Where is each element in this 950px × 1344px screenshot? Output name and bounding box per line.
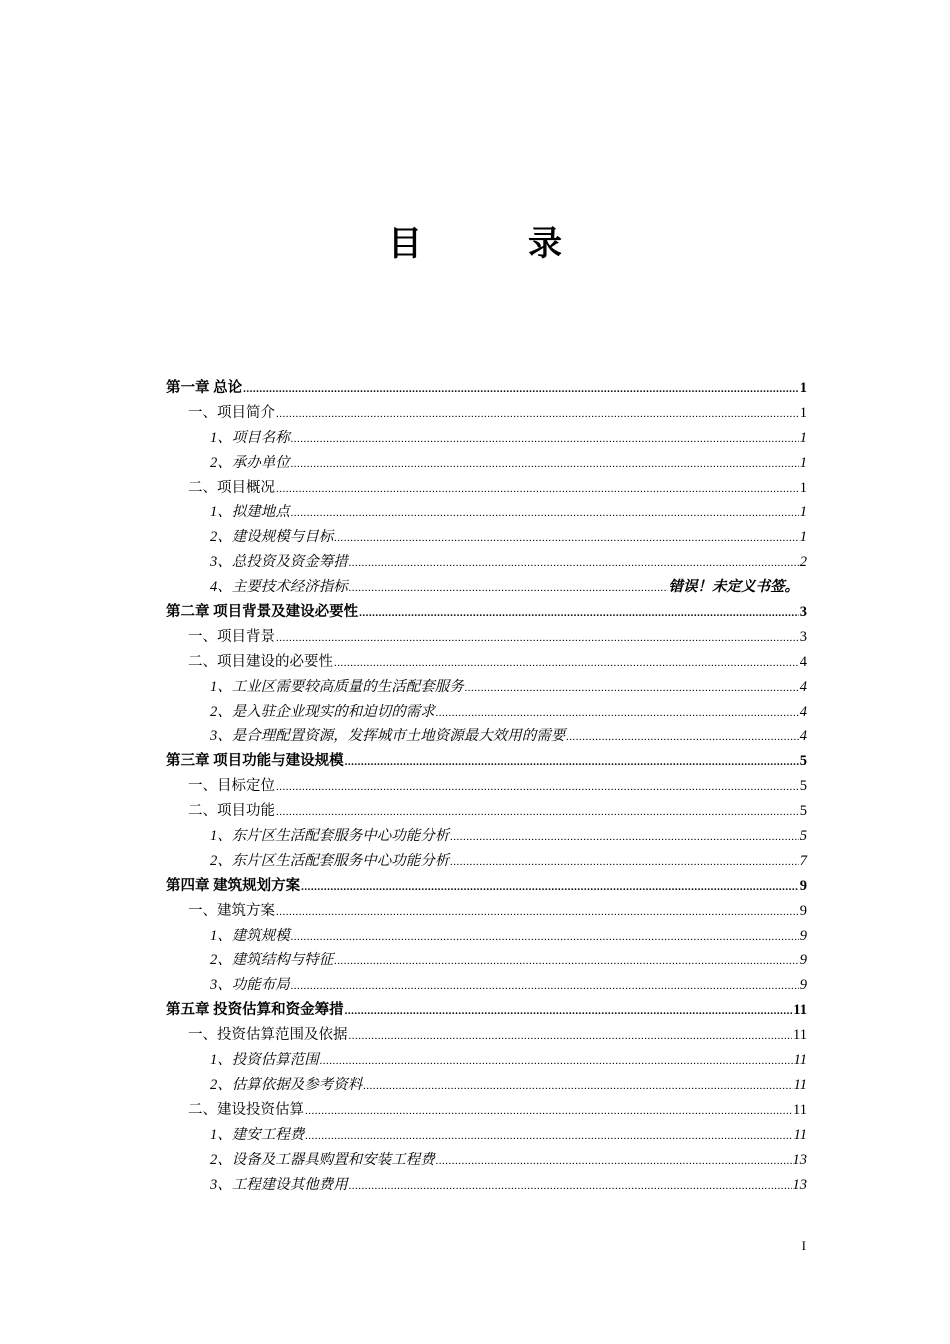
toc-entry-page: 3 xyxy=(799,604,807,621)
toc-entry[interactable] xyxy=(166,749,807,774)
toc-entry[interactable] xyxy=(166,1073,807,1098)
toc-entry-page: 9 xyxy=(799,877,807,894)
toc-leader-dots xyxy=(320,1049,793,1074)
toc-entry-page: 3 xyxy=(799,628,807,645)
toc-leader-dots xyxy=(465,676,799,701)
toc-leader-dots xyxy=(276,800,799,825)
toc-entry-page: 1 xyxy=(799,454,807,471)
toc-leader-dots xyxy=(436,701,799,726)
toc-entry-label: 一、项目简介 xyxy=(188,404,275,421)
toc-leader-dots xyxy=(566,725,799,750)
toc-entry-label: 3、总投资及资金筹措 xyxy=(210,554,348,571)
toc-entry[interactable] xyxy=(166,1023,807,1048)
toc-entry-label: 二、项目建设的必要性 xyxy=(188,653,333,670)
toc-entry-page: 5 xyxy=(799,778,807,795)
toc-leader-dots xyxy=(301,875,799,900)
toc-entry-page: 1 xyxy=(799,479,807,496)
toc-leader-dots xyxy=(276,626,799,651)
toc-entry-label: 第三章 项目功能与建设规模 xyxy=(166,753,344,770)
toc-leader-dots xyxy=(291,452,799,477)
toc-leader-dots xyxy=(334,949,799,974)
toc-leader-dots xyxy=(243,377,799,402)
toc-leader-dots xyxy=(359,601,799,626)
toc-entry[interactable] xyxy=(166,774,807,799)
toc-leader-dots xyxy=(345,999,793,1024)
toc-entry-label: 第二章 项目背景及建设必要性 xyxy=(166,604,359,621)
toc-entry-page: 5 xyxy=(799,753,807,770)
toc-entry[interactable] xyxy=(166,1098,807,1123)
toc-entry-page: 1 xyxy=(799,504,807,521)
toc-entry-label: 1、投资估算范围 xyxy=(210,1052,319,1069)
toc-entry-label: 2、是入驻企业现实的和迫切的需求 xyxy=(210,703,435,720)
toc-entry-label: 1、项目名称 xyxy=(210,429,290,446)
toc-leader-dots xyxy=(276,900,799,925)
toc-leader-dots xyxy=(334,526,799,551)
toc-entry-label: 1、工业区需要较高质量的生活配套服务 xyxy=(210,678,464,695)
toc-leader-dots xyxy=(349,576,668,601)
toc-entry-page: 1 xyxy=(799,404,807,421)
toc-entry[interactable] xyxy=(166,948,807,973)
toc-entry-page: 11 xyxy=(793,1002,807,1019)
toc-entry[interactable] xyxy=(166,575,807,600)
toc-entry-label: 2、建筑结构与特征 xyxy=(210,952,334,969)
toc-leader-dots xyxy=(291,427,799,452)
toc-entry[interactable] xyxy=(166,700,807,725)
toc-entry-page: 4 xyxy=(799,678,807,695)
toc-entry[interactable] xyxy=(166,1148,807,1173)
toc-entry-page: 13 xyxy=(792,1151,807,1168)
toc-leader-dots xyxy=(305,1124,792,1149)
toc-entry[interactable] xyxy=(166,799,807,824)
toc-entry[interactable] xyxy=(166,824,807,849)
toc-entry-page: 2 xyxy=(799,554,807,571)
toc-entry[interactable] xyxy=(166,1173,807,1198)
toc-entry-label: 4、主要技术经济指标 xyxy=(210,579,348,596)
toc-entry[interactable] xyxy=(166,550,807,575)
toc-entry[interactable] xyxy=(166,1048,807,1073)
toc-entry[interactable] xyxy=(166,899,807,924)
toc-entry-page: 11 xyxy=(793,1052,807,1069)
toc-entry-label: 第一章 总论 xyxy=(166,380,243,396)
toc-entry[interactable] xyxy=(166,849,807,874)
toc-entry[interactable] xyxy=(166,1123,807,1148)
toc-entry-label: 一、目标定位 xyxy=(188,778,275,795)
toc-leader-dots xyxy=(276,477,799,502)
toc-entry[interactable] xyxy=(166,650,807,675)
toc-entry[interactable] xyxy=(166,600,807,625)
toc-entry[interactable] xyxy=(166,426,807,451)
toc-leader-dots xyxy=(450,825,799,850)
toc-entry[interactable] xyxy=(166,625,807,650)
toc-entry[interactable] xyxy=(166,924,807,949)
toc-entry-label: 3、工程建设其他费用 xyxy=(210,1176,348,1193)
toc-leader-dots xyxy=(291,501,799,526)
toc-entry-error: 错误！未定义书签。 xyxy=(668,579,799,596)
toc-leader-dots xyxy=(349,551,799,576)
toc-entry-label: 2、建设规模与目标 xyxy=(210,529,334,546)
toc-entry-page: 1 xyxy=(799,429,807,446)
toc-entry-page: 4 xyxy=(799,728,807,745)
page-title: 目 录 xyxy=(388,224,598,264)
toc-leader-dots xyxy=(436,1149,792,1174)
toc-entry[interactable] xyxy=(166,675,807,700)
toc-entry[interactable] xyxy=(166,401,807,426)
toc-entry-page: 11 xyxy=(793,1126,807,1143)
toc-entry-page: 13 xyxy=(792,1176,807,1193)
toc-entry-page: 9 xyxy=(799,952,807,969)
toc-entry-page: 9 xyxy=(799,902,807,919)
toc-entry-label: 一、项目背景 xyxy=(188,628,275,645)
toc-entry-label: 2、东片区生活配套服务中心功能分析 xyxy=(210,852,450,869)
toc-entry-page: 1 xyxy=(799,529,807,546)
toc-entry[interactable] xyxy=(166,476,807,501)
toc-entry-label: 1、建安工程费 xyxy=(210,1126,305,1143)
toc-entry[interactable] xyxy=(166,998,807,1023)
toc-entry-page: 9 xyxy=(799,977,807,994)
toc-entry-page: 4 xyxy=(799,703,807,720)
toc-entry-label: 第五章 投资估算和资金筹措 xyxy=(166,1002,344,1019)
toc-entry[interactable] xyxy=(166,973,807,998)
toc-entry-page: 5 xyxy=(799,803,807,820)
toc-entry[interactable] xyxy=(166,525,807,550)
toc-entry-label: 二、建设投资估算 xyxy=(188,1101,304,1118)
toc-entry[interactable] xyxy=(166,500,807,525)
toc-entry[interactable] xyxy=(166,724,807,749)
toc-entry-page: 4 xyxy=(799,653,807,670)
toc-entry-page: 11 xyxy=(793,1076,807,1093)
toc-entry-label: 2、承办单位 xyxy=(210,454,290,471)
toc-entry-label: 2、估算依据及参考资料 xyxy=(210,1076,363,1093)
toc-leader-dots xyxy=(345,750,799,775)
toc-leader-dots xyxy=(276,402,799,427)
toc-entry-label: 一、投资估算范围及依据 xyxy=(188,1027,348,1044)
toc-leader-dots xyxy=(305,1099,792,1124)
toc-leader-dots xyxy=(291,925,799,950)
toc-entry-label: 二、项目功能 xyxy=(188,803,275,820)
toc-entry-page: 11 xyxy=(793,1101,807,1118)
toc-entry-page: 5 xyxy=(799,828,807,845)
toc-entry-label: 1、建筑规模 xyxy=(210,927,290,944)
toc-leader-dots xyxy=(450,850,799,875)
toc-entry-page: 1 xyxy=(799,380,807,396)
toc-entry[interactable] xyxy=(166,874,807,899)
toc-entry[interactable] xyxy=(166,376,807,401)
toc-entry-label: 2、设备及工器具购置和安装工程费 xyxy=(210,1151,435,1168)
toc-leader-dots xyxy=(349,1024,793,1049)
toc-entry[interactable] xyxy=(166,451,807,476)
toc-entry-label: 1、东片区生活配套服务中心功能分析 xyxy=(210,828,450,845)
toc-leader-dots xyxy=(349,1174,792,1199)
table-of-contents xyxy=(166,376,807,1197)
toc-entry-label: 二、项目概况 xyxy=(188,479,275,496)
page-number: I xyxy=(801,1238,806,1253)
toc-leader-dots xyxy=(276,775,799,800)
toc-leader-dots xyxy=(334,651,799,676)
toc-entry-label: 3、功能布局 xyxy=(210,977,290,994)
toc-entry-page: 11 xyxy=(793,1027,807,1044)
toc-leader-dots xyxy=(291,974,799,999)
toc-leader-dots xyxy=(363,1074,792,1099)
toc-entry-label: 第四章 建筑规划方案 xyxy=(166,877,301,894)
toc-entry-label: 3、是合理配置资源，发挥城市土地资源最大效用的需要 xyxy=(210,728,566,745)
toc-entry-label: 一、建筑方案 xyxy=(188,902,275,919)
toc-entry-label: 1、拟建地点 xyxy=(210,504,290,521)
toc-entry-page: 9 xyxy=(799,927,807,944)
toc-entry-page: 7 xyxy=(799,852,807,869)
